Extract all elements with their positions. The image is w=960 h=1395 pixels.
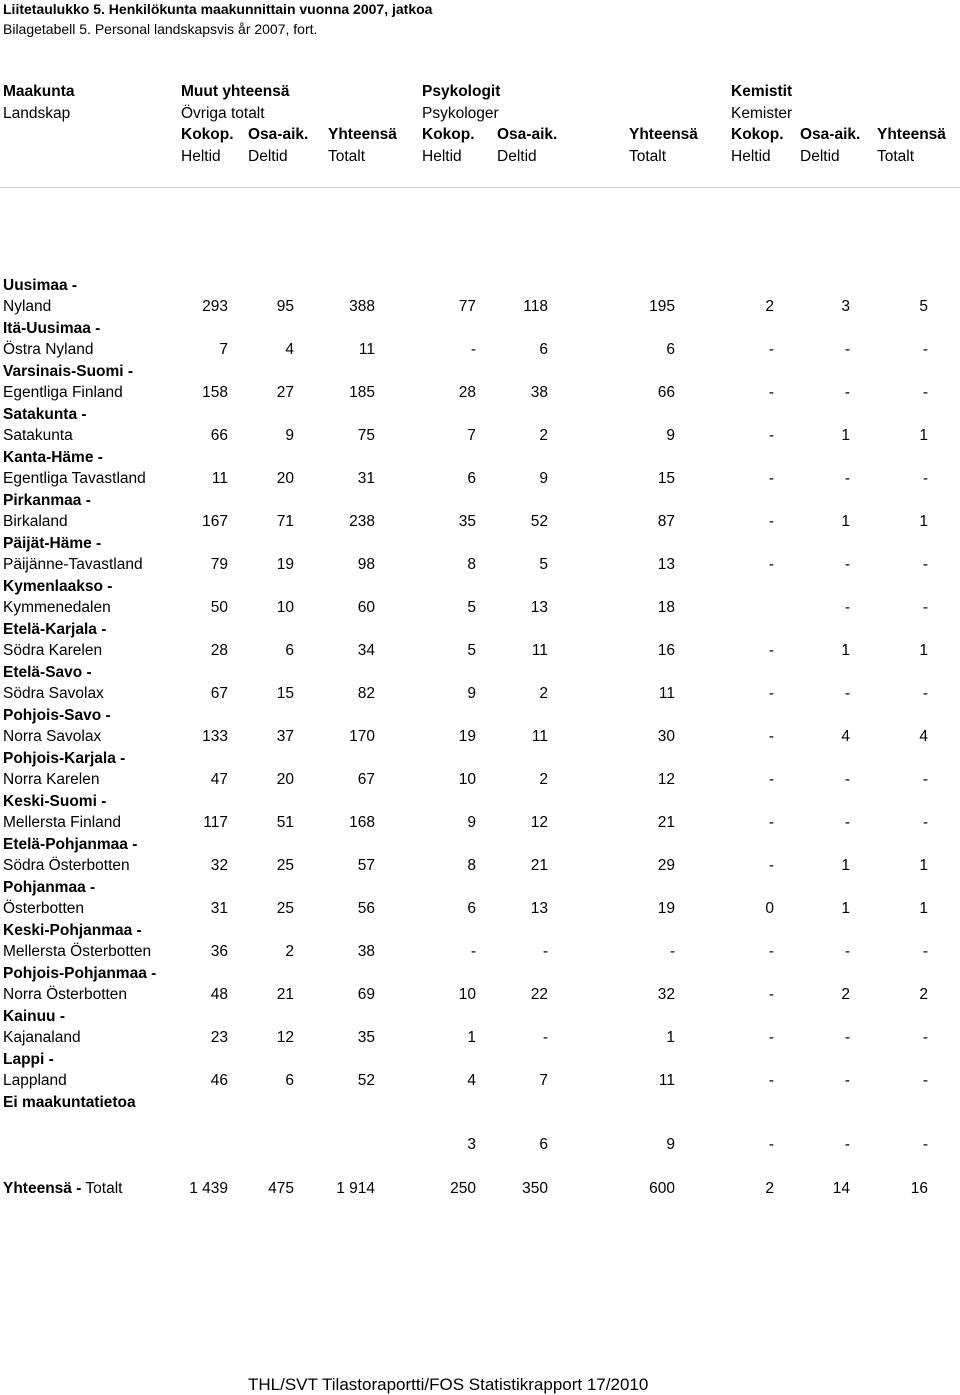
region-name-sv: Östra Nyland bbox=[3, 341, 94, 358]
subheader-deltid-2: Deltid bbox=[497, 148, 537, 165]
region-name-fi: Itä-Uusimaa - bbox=[3, 320, 101, 337]
value-cell: - bbox=[844, 556, 850, 573]
value-cell: 25 bbox=[276, 857, 294, 874]
region-name-fi: Pirkanmaa - bbox=[3, 492, 91, 509]
value-cell: 0 bbox=[765, 900, 774, 917]
table-row bbox=[0, 470, 960, 492]
value-cell: - bbox=[470, 341, 476, 358]
page-footer: THL/SVT Tilastoraportti/FOS Statistikrapport 17/2010 bbox=[248, 1375, 649, 1394]
value-cell: - bbox=[768, 1136, 774, 1153]
table-row bbox=[0, 771, 960, 793]
value-cell: 8 bbox=[467, 857, 476, 874]
value-cell: 38 bbox=[357, 943, 375, 960]
region-name-sv: Mellersta Finland bbox=[3, 814, 122, 831]
value-cell: 35 bbox=[458, 513, 476, 530]
value-cell: 7 bbox=[467, 427, 476, 444]
value-cell: - bbox=[669, 943, 675, 960]
value-cell: - bbox=[768, 470, 774, 487]
header-divider bbox=[0, 187, 960, 188]
region-name-sv: Norra Österbotten bbox=[3, 986, 128, 1003]
value-cell: 238 bbox=[349, 513, 375, 530]
region-name-fi: Satakunta - bbox=[3, 406, 87, 423]
total-label-fi: Yhteensä - bbox=[3, 1180, 82, 1197]
value-cell: 37 bbox=[276, 728, 294, 745]
region-name-fi: Pohjois-Savo - bbox=[3, 707, 111, 724]
total-value-cell: 2 bbox=[765, 1180, 774, 1197]
value-cell: 185 bbox=[349, 384, 375, 401]
value-cell: 13 bbox=[530, 599, 548, 616]
value-cell: 31 bbox=[357, 470, 375, 487]
table-row bbox=[0, 513, 960, 535]
value-cell: 2 bbox=[539, 771, 548, 788]
total-value-cell: 475 bbox=[268, 1180, 294, 1197]
value-cell: 13 bbox=[530, 900, 548, 917]
subheader-yhteensa-2: Yhteensä bbox=[629, 126, 698, 143]
value-cell: 11 bbox=[358, 341, 375, 358]
value-cell: 11 bbox=[211, 470, 228, 487]
value-cell: 3 bbox=[467, 1136, 476, 1153]
region-name-fi: Pohjois-Pohjanmaa - bbox=[3, 965, 157, 982]
subheader-osa-aik-3: Osa-aik. bbox=[800, 126, 861, 143]
value-cell: - bbox=[922, 470, 928, 487]
table-row bbox=[0, 1136, 960, 1158]
value-cell: 82 bbox=[357, 685, 375, 702]
region-name-fi: Etelä-Savo - bbox=[3, 664, 92, 681]
value-cell: 388 bbox=[349, 298, 375, 315]
value-cell: 195 bbox=[649, 298, 675, 315]
region-name-sv: Kajanaland bbox=[3, 1029, 81, 1046]
region-name-sv: Kymmenedalen bbox=[3, 599, 111, 616]
group-header-psykologit-sv: Psykologer bbox=[422, 105, 499, 122]
value-cell: 1 bbox=[841, 900, 850, 917]
total-value-cell: 600 bbox=[649, 1180, 675, 1197]
region-name-fi: Päijät-Häme - bbox=[3, 535, 102, 552]
value-cell: - bbox=[768, 384, 774, 401]
value-cell: 6 bbox=[539, 1136, 548, 1153]
value-cell: 31 bbox=[210, 900, 228, 917]
value-cell: 5 bbox=[467, 642, 476, 659]
value-cell: - bbox=[844, 771, 850, 788]
value-cell: 27 bbox=[276, 384, 294, 401]
subheader-totalt-3: Totalt bbox=[877, 148, 915, 165]
region-name-sv: Södra Österbotten bbox=[3, 857, 130, 874]
table-row bbox=[0, 986, 960, 1008]
value-cell: 9 bbox=[539, 470, 548, 487]
value-cell: 170 bbox=[349, 728, 375, 745]
value-cell: 117 bbox=[203, 814, 228, 831]
region-name-sv: Södra Savolax bbox=[3, 685, 104, 702]
value-cell: 11 bbox=[658, 1072, 675, 1089]
table-row bbox=[0, 556, 960, 578]
region-name-sv: Egentliga Finland bbox=[3, 384, 123, 401]
value-cell: 7 bbox=[539, 1072, 548, 1089]
value-cell: 9 bbox=[666, 1136, 675, 1153]
value-cell: - bbox=[768, 1072, 774, 1089]
value-cell: 75 bbox=[357, 427, 375, 444]
value-cell: 1 bbox=[919, 900, 928, 917]
value-cell: 168 bbox=[349, 814, 375, 831]
region-header-fi: Maakunta bbox=[3, 83, 75, 100]
value-cell: 11 bbox=[531, 642, 548, 659]
region-name-sv: Norra Karelen bbox=[3, 771, 100, 788]
value-cell: 66 bbox=[657, 384, 675, 401]
value-cell: 1 bbox=[919, 513, 928, 530]
total-row bbox=[0, 1180, 960, 1202]
value-cell: 35 bbox=[357, 1029, 375, 1046]
value-cell: - bbox=[844, 341, 850, 358]
value-cell: - bbox=[922, 384, 928, 401]
table-row bbox=[0, 900, 960, 922]
value-cell: - bbox=[542, 1029, 548, 1046]
value-cell: 57 bbox=[357, 857, 375, 874]
value-cell: - bbox=[844, 384, 850, 401]
value-cell: - bbox=[768, 341, 774, 358]
region-name-fi: Kanta-Häme - bbox=[3, 449, 103, 466]
subheader-kokop-3: Kokop. bbox=[731, 126, 784, 143]
value-cell: 1 bbox=[841, 857, 850, 874]
value-cell: - bbox=[922, 814, 928, 831]
group-header-psykologit-fi: Psykologit bbox=[422, 83, 501, 100]
value-cell: - bbox=[922, 1072, 928, 1089]
value-cell: 28 bbox=[458, 384, 476, 401]
table-row bbox=[0, 599, 960, 621]
value-cell: 28 bbox=[210, 642, 228, 659]
value-cell: 133 bbox=[202, 728, 228, 745]
value-cell: 2 bbox=[919, 986, 928, 1003]
total-value-cell: 250 bbox=[450, 1180, 476, 1197]
group-header-muut-sv: Övriga totalt bbox=[181, 105, 265, 122]
value-cell: 1 bbox=[919, 857, 928, 874]
value-cell: - bbox=[844, 470, 850, 487]
subheader-kokop-2: Kokop. bbox=[422, 126, 475, 143]
value-cell: 20 bbox=[276, 771, 294, 788]
value-cell: 25 bbox=[276, 900, 294, 917]
value-cell: 52 bbox=[530, 513, 548, 530]
value-cell: 1 bbox=[841, 427, 850, 444]
value-cell: 4 bbox=[285, 341, 294, 358]
value-cell: - bbox=[922, 556, 928, 573]
value-cell: 21 bbox=[276, 986, 294, 1003]
region-header-sv: Landskap bbox=[3, 105, 71, 122]
region-name-fi: Uusimaa - bbox=[3, 277, 78, 294]
table-title-fi: Liitetaulukko 5. Henkilökunta maakunnittain vuonna 2007, jatkoa bbox=[3, 1, 433, 17]
value-cell: 5 bbox=[539, 556, 548, 573]
subheader-yhteensa-3: Yhteensä bbox=[877, 126, 946, 143]
value-cell: 38 bbox=[530, 384, 548, 401]
value-cell: 2 bbox=[539, 427, 548, 444]
value-cell: 1 bbox=[919, 427, 928, 444]
table-row bbox=[0, 857, 960, 879]
value-cell: 18 bbox=[657, 599, 675, 616]
value-cell: 1 bbox=[841, 513, 850, 530]
value-cell: - bbox=[922, 1029, 928, 1046]
value-cell: 47 bbox=[210, 771, 228, 788]
value-cell: 12 bbox=[276, 1029, 294, 1046]
subheader-yhteensa-1: Yhteensä bbox=[328, 126, 397, 143]
total-value-cell: 14 bbox=[832, 1180, 850, 1197]
subheader-totalt-2: Totalt bbox=[629, 148, 667, 165]
table-title-sv: Bilagetabell 5. Personal landskapsvis år 2007, fort. bbox=[3, 21, 318, 37]
value-cell: 19 bbox=[276, 556, 294, 573]
region-name-sv: Lappland bbox=[3, 1072, 67, 1089]
value-cell: 1 bbox=[467, 1029, 476, 1046]
value-cell: 20 bbox=[276, 470, 294, 487]
value-cell: - bbox=[922, 685, 928, 702]
region-name-fi: Kymenlaakso - bbox=[3, 578, 113, 595]
total-label bbox=[3, 1180, 122, 1198]
region-name-fi: Etelä-Karjala - bbox=[3, 621, 107, 638]
value-cell: - bbox=[922, 943, 928, 960]
value-cell: - bbox=[922, 341, 928, 358]
group-header-kemistit-sv: Kemister bbox=[731, 105, 793, 122]
value-cell: 30 bbox=[657, 728, 675, 745]
value-cell: 10 bbox=[458, 986, 476, 1003]
value-cell: 19 bbox=[458, 728, 476, 745]
value-cell: - bbox=[768, 513, 774, 530]
region-name-fi: Pohjois-Karjala - bbox=[3, 750, 126, 767]
subheader-deltid-3: Deltid bbox=[800, 148, 840, 165]
value-cell: 1 bbox=[919, 642, 928, 659]
value-cell: 15 bbox=[276, 685, 294, 702]
table-row bbox=[0, 1072, 960, 1094]
value-cell: 4 bbox=[467, 1072, 476, 1089]
value-cell: - bbox=[542, 943, 548, 960]
value-cell: 6 bbox=[285, 1072, 294, 1089]
value-cell: - bbox=[768, 728, 774, 745]
region-name-fi: Keski-Suomi - bbox=[3, 793, 107, 810]
value-cell: 19 bbox=[657, 900, 675, 917]
table-row bbox=[0, 943, 960, 965]
value-cell: 11 bbox=[531, 728, 548, 745]
value-cell: - bbox=[768, 857, 774, 874]
region-name-sv: Päijänne-Tavastland bbox=[3, 556, 143, 573]
value-cell: 16 bbox=[657, 642, 675, 659]
value-cell: 15 bbox=[657, 470, 675, 487]
region-name-sv: Satakunta bbox=[3, 427, 73, 444]
value-cell: 56 bbox=[357, 900, 375, 917]
value-cell: 21 bbox=[530, 857, 548, 874]
value-cell: - bbox=[844, 1029, 850, 1046]
value-cell: 1 bbox=[666, 1029, 675, 1046]
table-row bbox=[0, 814, 960, 836]
value-cell: 67 bbox=[357, 771, 375, 788]
total-label-sv: Totalt bbox=[85, 1180, 123, 1197]
value-cell: 51 bbox=[276, 814, 294, 831]
value-cell: - bbox=[844, 814, 850, 831]
value-cell: 46 bbox=[210, 1072, 228, 1089]
value-cell: 8 bbox=[467, 556, 476, 573]
subheader-heltid-2: Heltid bbox=[422, 148, 462, 165]
value-cell: 1 bbox=[841, 642, 850, 659]
value-cell: 118 bbox=[523, 298, 548, 315]
total-value-cell: 350 bbox=[522, 1180, 548, 1197]
subheader-totalt-1: Totalt bbox=[328, 148, 366, 165]
total-value-cell: 1 439 bbox=[189, 1180, 228, 1197]
value-cell: 6 bbox=[539, 341, 548, 358]
value-cell: 36 bbox=[210, 943, 228, 960]
region-name-fi: Pohjanmaa - bbox=[3, 879, 96, 896]
table-row bbox=[0, 685, 960, 707]
value-cell: 9 bbox=[285, 427, 294, 444]
region-name-sv: Egentliga Tavastland bbox=[3, 470, 146, 487]
region-name-fi: Keski-Pohjanmaa - bbox=[3, 922, 142, 939]
value-cell: 10 bbox=[458, 771, 476, 788]
subheader-heltid-1: Heltid bbox=[181, 148, 221, 165]
value-cell: - bbox=[768, 427, 774, 444]
value-cell: 69 bbox=[357, 986, 375, 1003]
value-cell: 3 bbox=[841, 298, 850, 315]
value-cell: 9 bbox=[467, 814, 476, 831]
region-name-sv: Södra Karelen bbox=[3, 642, 103, 659]
value-cell: 32 bbox=[210, 857, 228, 874]
value-cell: 9 bbox=[467, 685, 476, 702]
value-cell: 29 bbox=[657, 857, 675, 874]
region-name-sv: Nyland bbox=[3, 298, 52, 315]
value-cell: 12 bbox=[657, 771, 675, 788]
value-cell: 12 bbox=[530, 814, 548, 831]
value-cell: 293 bbox=[202, 298, 228, 315]
value-cell: 79 bbox=[210, 556, 228, 573]
region-name-fi: Ei maakuntatietoa bbox=[3, 1094, 136, 1111]
value-cell: 158 bbox=[202, 384, 228, 401]
value-cell: 10 bbox=[276, 599, 294, 616]
region-name-sv: Österbotten bbox=[3, 900, 84, 917]
table-row bbox=[0, 427, 960, 449]
value-cell: 2 bbox=[285, 943, 294, 960]
value-cell: 50 bbox=[210, 599, 228, 616]
region-name-sv: Norra Savolax bbox=[3, 728, 102, 745]
table-row bbox=[0, 298, 960, 320]
value-cell: 34 bbox=[357, 642, 375, 659]
value-cell: - bbox=[470, 943, 476, 960]
value-cell: - bbox=[768, 814, 774, 831]
region-name-fi: Kainuu - bbox=[3, 1008, 65, 1025]
value-cell: - bbox=[768, 771, 774, 788]
value-cell: 7 bbox=[219, 341, 228, 358]
value-cell: 5 bbox=[919, 298, 928, 315]
value-cell: 87 bbox=[657, 513, 675, 530]
value-cell: 9 bbox=[666, 427, 675, 444]
value-cell: - bbox=[922, 599, 928, 616]
value-cell: - bbox=[768, 685, 774, 702]
value-cell: 77 bbox=[458, 298, 476, 315]
value-cell: 48 bbox=[210, 986, 228, 1003]
region-name-sv: Mellersta Österbotten bbox=[3, 943, 152, 960]
total-value-cell: 16 bbox=[910, 1180, 928, 1197]
value-cell: 66 bbox=[210, 427, 228, 444]
value-cell: - bbox=[768, 1029, 774, 1046]
value-cell: - bbox=[844, 943, 850, 960]
value-cell: 6 bbox=[666, 341, 675, 358]
value-cell: 4 bbox=[919, 728, 928, 745]
value-cell: - bbox=[844, 599, 850, 616]
value-cell: - bbox=[768, 986, 774, 1003]
value-cell: - bbox=[922, 1136, 928, 1153]
value-cell: 13 bbox=[657, 556, 675, 573]
value-cell: 98 bbox=[357, 556, 375, 573]
value-cell: 6 bbox=[285, 642, 294, 659]
value-cell: 67 bbox=[210, 685, 228, 702]
value-cell: - bbox=[922, 771, 928, 788]
region-name-sv: Birkaland bbox=[3, 513, 68, 530]
value-cell: - bbox=[768, 642, 774, 659]
value-cell: 11 bbox=[658, 685, 675, 702]
value-cell: 6 bbox=[467, 900, 476, 917]
table-row bbox=[0, 642, 960, 664]
value-cell: - bbox=[844, 685, 850, 702]
table-row bbox=[0, 341, 960, 363]
subheader-deltid-1: Deltid bbox=[248, 148, 288, 165]
value-cell: 6 bbox=[467, 470, 476, 487]
value-cell: 21 bbox=[657, 814, 675, 831]
group-header-muut-fi: Muut yhteensä bbox=[181, 83, 290, 100]
subheader-osa-aik-2: Osa-aik. bbox=[497, 126, 558, 143]
value-cell: 22 bbox=[530, 986, 548, 1003]
table-row bbox=[0, 728, 960, 750]
subheader-osa-aik-1: Osa-aik. bbox=[248, 126, 309, 143]
region-name-fi: Etelä-Pohjanmaa - bbox=[3, 836, 138, 853]
value-cell: 2 bbox=[841, 986, 850, 1003]
value-cell: 71 bbox=[276, 513, 294, 530]
subheader-heltid-3: Heltid bbox=[731, 148, 771, 165]
region-name-fi: Lappi - bbox=[3, 1051, 54, 1068]
value-cell: 167 bbox=[202, 513, 228, 530]
value-cell: 5 bbox=[467, 599, 476, 616]
value-cell: - bbox=[768, 943, 774, 960]
total-value-cell: 1 914 bbox=[336, 1180, 375, 1197]
value-cell: 2 bbox=[765, 298, 774, 315]
group-header-kemistit-fi: Kemistit bbox=[731, 83, 793, 100]
value-cell: 95 bbox=[276, 298, 294, 315]
table-row bbox=[0, 384, 960, 406]
value-cell: 32 bbox=[657, 986, 675, 1003]
value-cell: 2 bbox=[539, 685, 548, 702]
value-cell: - bbox=[844, 1136, 850, 1153]
value-cell: - bbox=[844, 1072, 850, 1089]
subheader-kokop-1: Kokop. bbox=[181, 126, 234, 143]
value-cell: 52 bbox=[357, 1072, 375, 1089]
table-row bbox=[0, 1029, 960, 1051]
value-cell: 4 bbox=[841, 728, 850, 745]
value-cell: 60 bbox=[357, 599, 375, 616]
value-cell: - bbox=[768, 556, 774, 573]
value-cell: 23 bbox=[210, 1029, 228, 1046]
region-name-fi: Varsinais-Suomi - bbox=[3, 363, 134, 380]
